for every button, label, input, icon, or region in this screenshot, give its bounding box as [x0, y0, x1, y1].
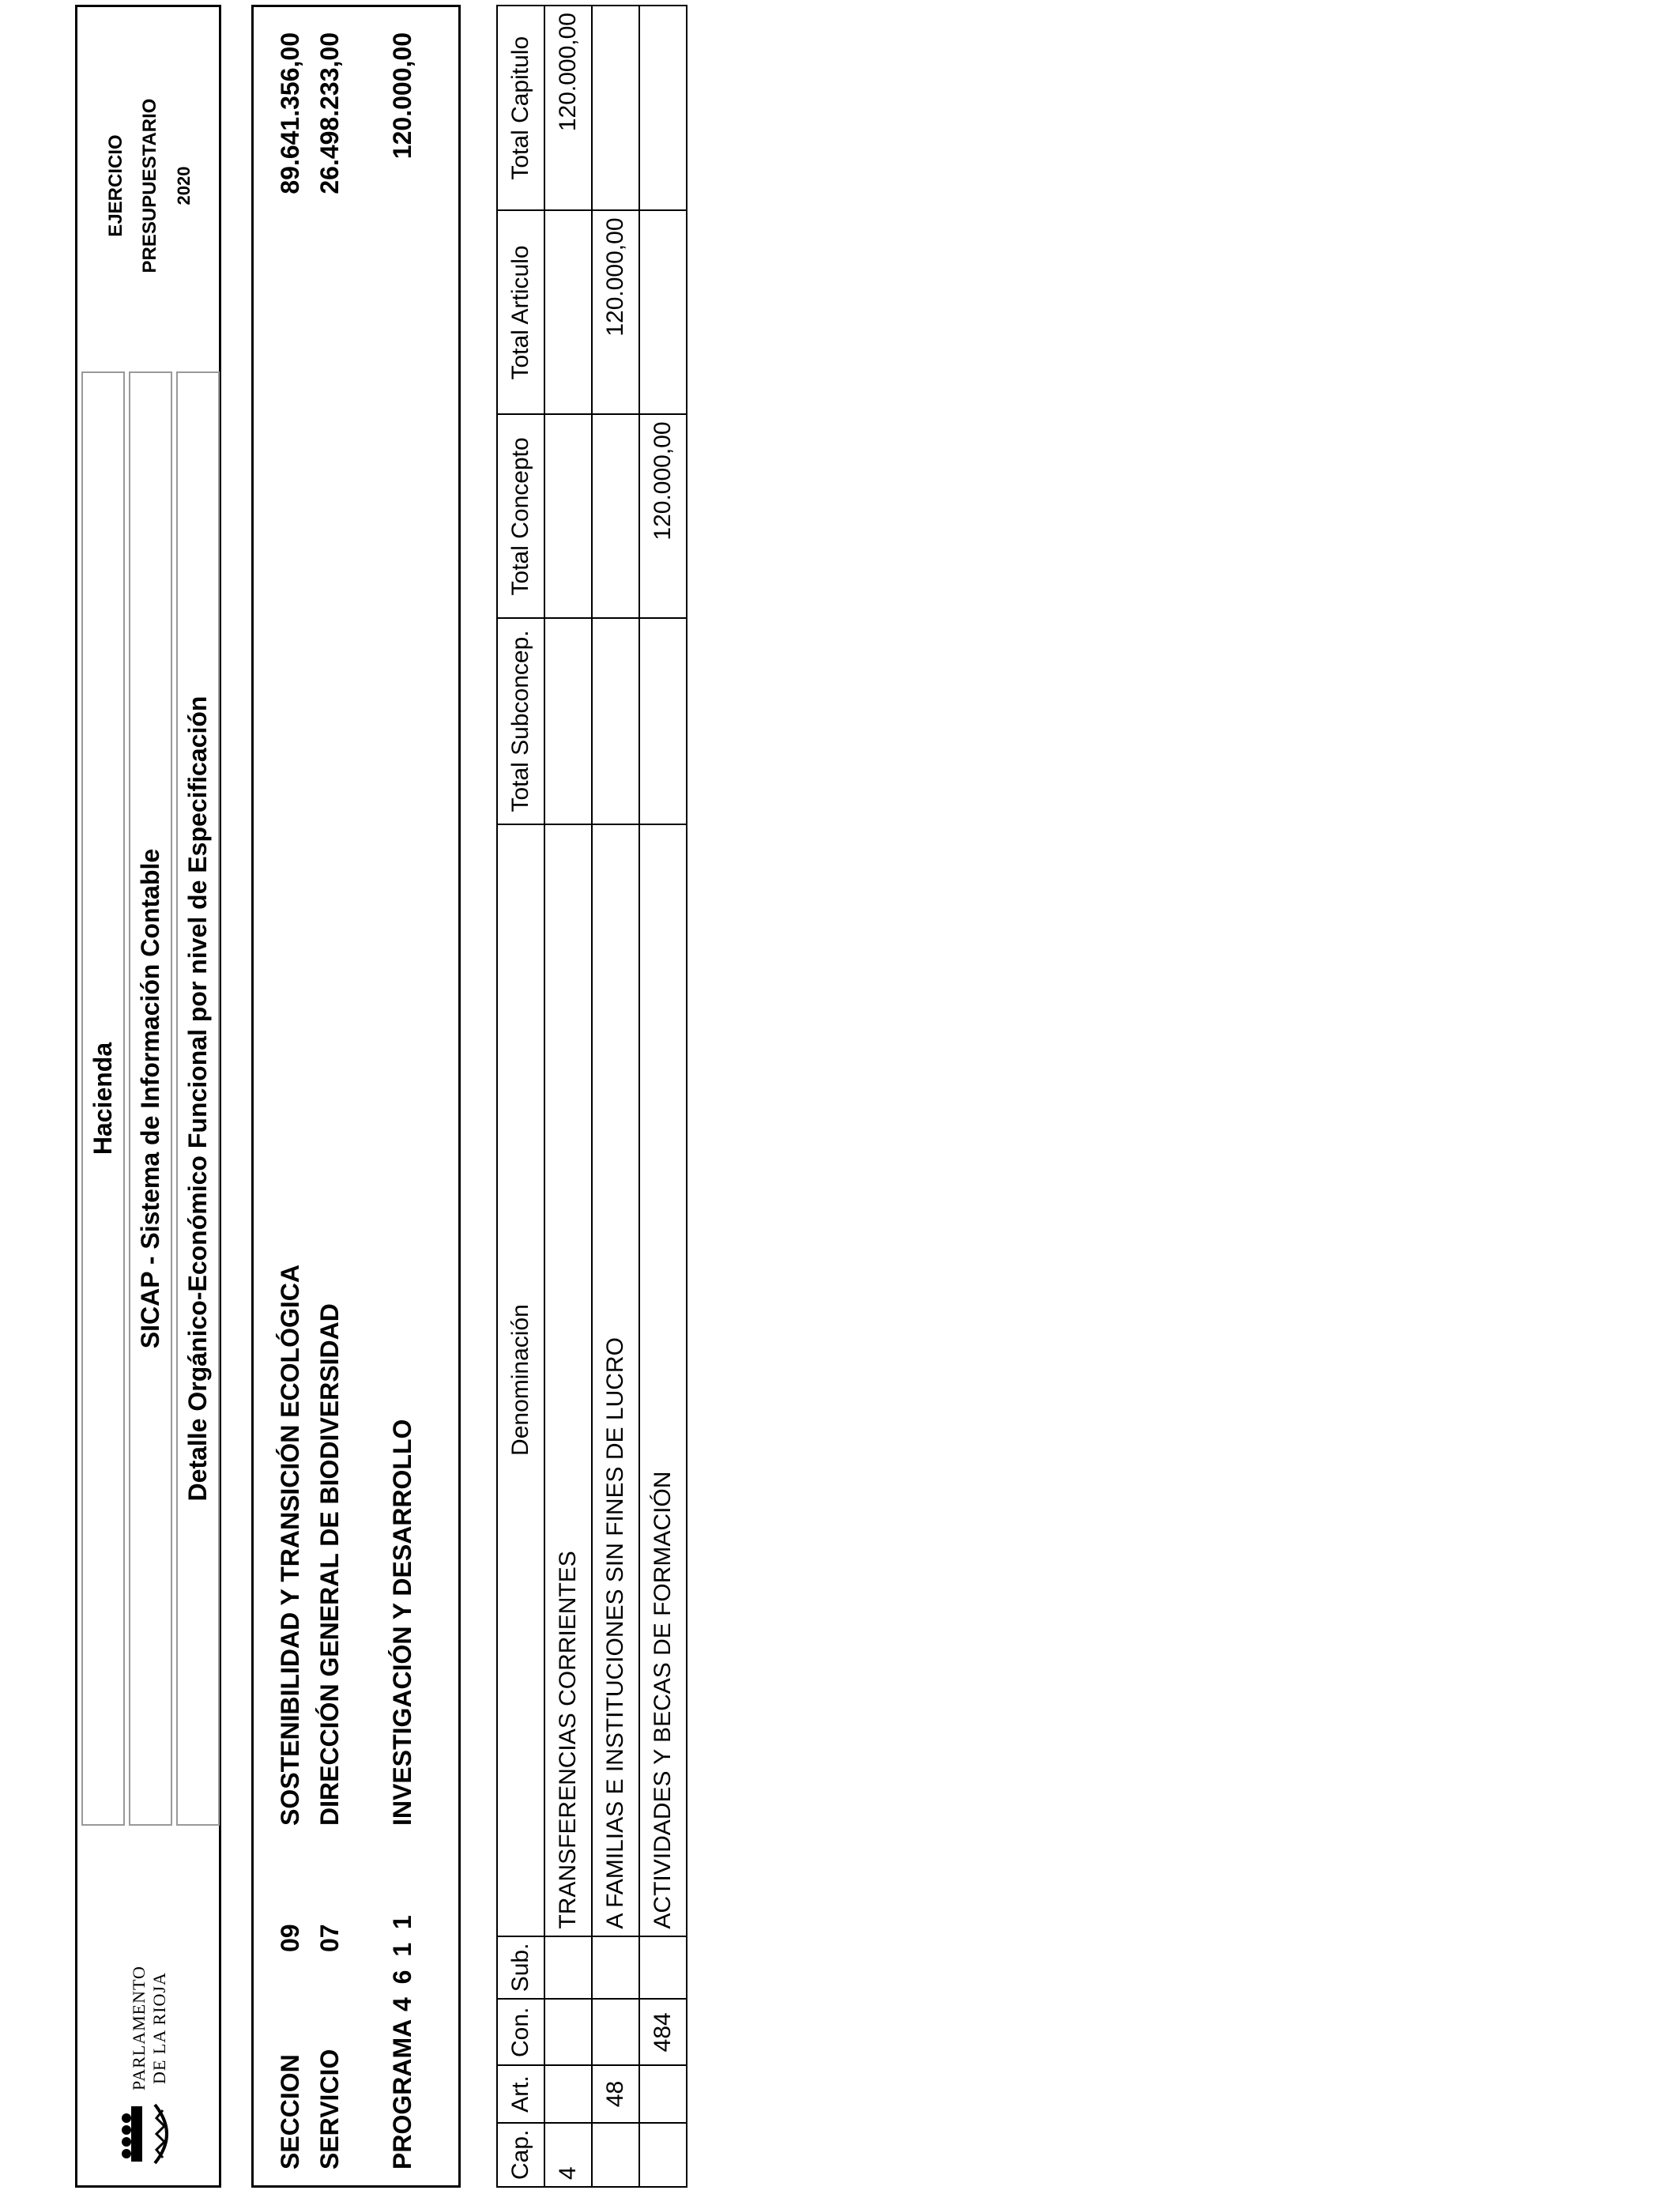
header-con: Con. — [497, 1999, 544, 2065]
header-denominacion: Denominación — [497, 824, 544, 1936]
servicio-amount: 26.498.233,00 — [315, 32, 344, 194]
cell-total-articulo — [544, 210, 592, 414]
programa-code: 4 6 1 1 — [388, 1915, 416, 2011]
cell-art: 48 — [592, 2065, 639, 2122]
cell-total-concepto: 120.000,00 — [639, 414, 687, 618]
header-sub: Sub. — [497, 1936, 544, 2000]
programa-label: PROGRAMA — [388, 2019, 416, 2169]
presupuestario-label: PRESUPUESTARIO — [139, 98, 160, 273]
cell-cap — [592, 2123, 639, 2187]
servicio-name: DIRECCIÓN GENERAL DE BIODIVERSIDAD — [315, 1303, 344, 1826]
title-block — [77, 371, 219, 1826]
cell-total-articulo: 120.000,00 — [592, 210, 639, 414]
department-title: Hacienda — [81, 371, 125, 1826]
cell-total-subconcep — [639, 618, 687, 824]
fiscal-year-block — [77, 4, 219, 368]
cell-denominacion: ACTIVIDADES Y BECAS DE FORMACIÓN — [639, 824, 687, 1936]
seccion-name: SOSTENIBILIDAD Y TRANSICIÓN ECOLÓGICA — [276, 1265, 304, 1826]
ejercicio-label: EJERCICIO — [105, 134, 126, 237]
seccion-amount: 89.641.356,00 — [276, 32, 304, 194]
cell-total-capitulo: 120.000,00 — [544, 6, 592, 210]
cell-denominacion: TRANSFERENCIAS CORRIENTES — [544, 824, 592, 1936]
header-total-subconcep: Total Subconcep. — [497, 618, 544, 824]
table-header-row — [497, 6, 544, 2187]
servicio-label: SERVICIO — [315, 2049, 344, 2169]
logo-line-1: PARLAMENTO — [129, 1966, 149, 2090]
logo-line-2: DE LA RIOJA — [149, 1972, 169, 2084]
cell-total-concepto — [592, 414, 639, 618]
cell-total-capitulo — [592, 6, 639, 210]
cell-art — [544, 2065, 592, 2122]
header-art: Art. — [497, 2065, 544, 2122]
cell-total-subconcep — [592, 618, 639, 824]
servicio-code: 07 — [315, 1924, 344, 1952]
system-title: SICAP - Sistema de Información Contable — [129, 371, 172, 1826]
logo-text — [129, 1966, 170, 2090]
programa-name: INVESTIGACIÓN Y DESARROLLO — [388, 1419, 416, 1826]
cell-art — [639, 2065, 687, 2122]
table-row — [592, 6, 639, 2187]
cell-total-capitulo — [639, 6, 687, 210]
logo — [77, 1830, 219, 2185]
cell-con — [544, 1999, 592, 2065]
fiscal-year: 2020 — [174, 166, 194, 205]
cell-con: 484 — [639, 1999, 687, 2065]
header-cap: Cap. — [497, 2123, 544, 2187]
budget-table — [496, 5, 687, 2188]
programa-amount: 120.000,00 — [388, 32, 416, 160]
cell-total-articulo — [639, 210, 687, 414]
cell-cap: 4 — [544, 2123, 592, 2187]
cell-sub — [592, 1936, 639, 2000]
cell-con — [592, 1999, 639, 2065]
header-total-capitulo: Total Capitulo — [497, 6, 544, 210]
header-total-concepto: Total Concepto — [497, 414, 544, 618]
cell-total-subconcep — [544, 618, 592, 824]
seccion-code: 09 — [276, 1924, 304, 1952]
cell-sub — [544, 1936, 592, 2000]
cell-cap — [639, 2123, 687, 2187]
cell-sub — [639, 1936, 687, 2000]
cell-denominacion: A FAMILIAS E INSTITUCIONES SIN FINES DE LUCRO — [592, 824, 639, 1936]
table-row — [639, 6, 687, 2187]
cell-total-concepto — [544, 414, 592, 618]
report-header — [75, 5, 221, 2188]
organization-block — [251, 5, 461, 2188]
seccion-label: SECCION — [276, 2054, 304, 2169]
header-total-articulo: Total Articulo — [497, 210, 544, 414]
parliament-emblem-icon — [115, 2098, 186, 2169]
report-title: Detalle Orgánico-Económico Funcional por nivel de Especificación — [176, 371, 220, 1826]
table-row — [544, 6, 592, 2187]
